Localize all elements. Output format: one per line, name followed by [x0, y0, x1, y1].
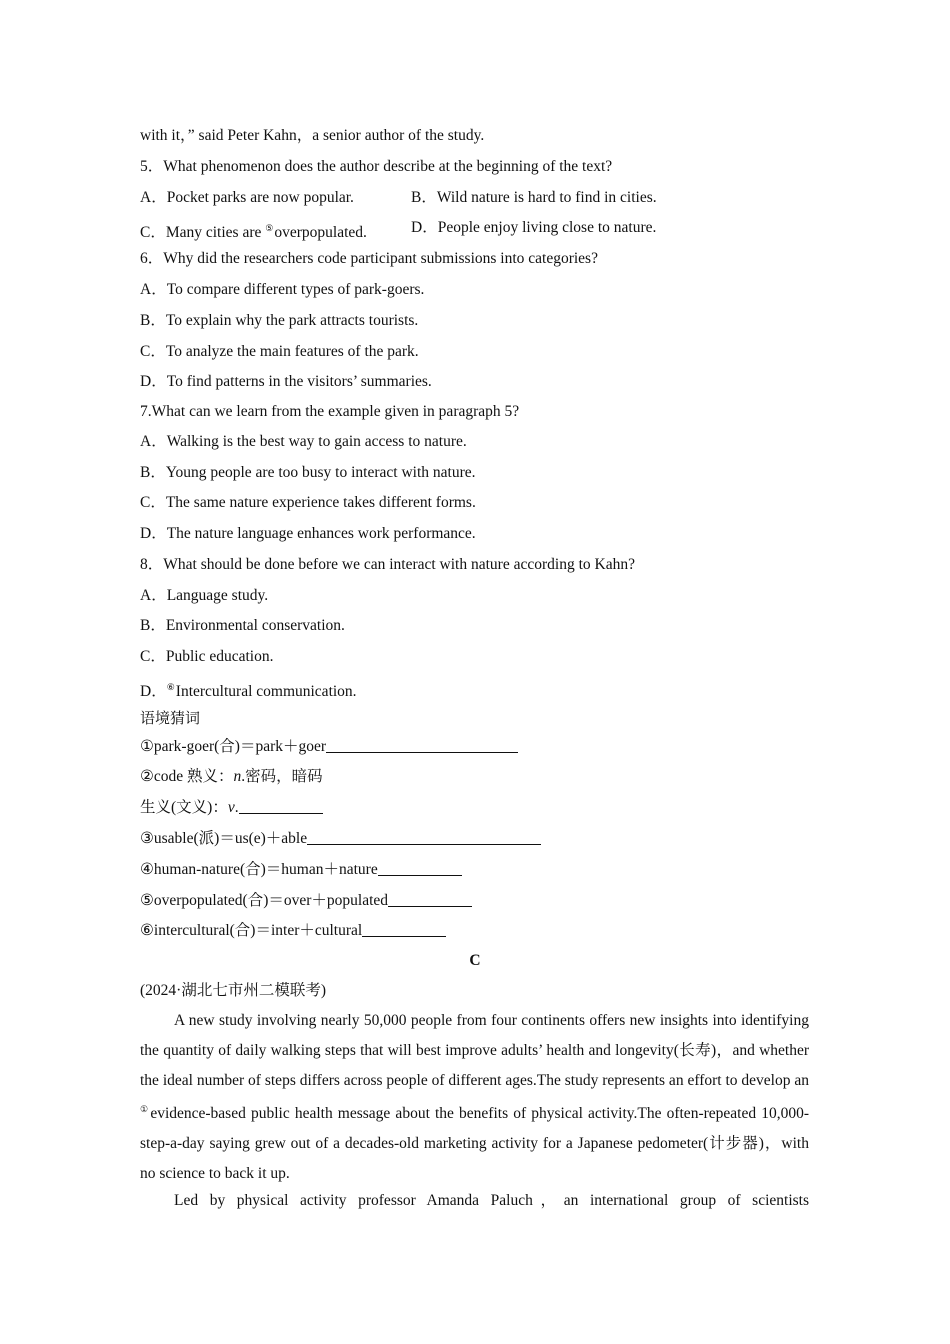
- question-5: 5．What phenomenon does the author describe at the beginning of the text?: [140, 158, 613, 175]
- vocab-item-3: [140, 829, 541, 849]
- vocab-text: .密码，暗码: [241, 768, 323, 785]
- option-7d: D．The nature language enhances work performance.: [140, 525, 476, 542]
- option-5c: [140, 218, 367, 243]
- option-8d: [140, 677, 357, 702]
- option-6c: C．To analyze the main features of the park.: [140, 343, 419, 360]
- question-7: 7.What can we learn from the example given in paragraph 5?: [140, 403, 520, 420]
- vocab-item-6: [140, 921, 446, 941]
- pos-noun: n: [233, 768, 242, 785]
- option-7b: B．Young people are too busy to interact with nature.: [140, 464, 476, 481]
- vocab-text: ④human-nature(合)＝human＋nature: [140, 861, 378, 878]
- vocab-text: 生义(文义)：: [140, 799, 228, 816]
- vocab-item-5: [140, 891, 472, 911]
- text-line: with it，” said Peter Kahn，a senior author of the study.: [140, 127, 485, 144]
- option-8d-label: D．: [140, 683, 167, 700]
- source-line: (2024·湖北七市州二模联考): [140, 982, 326, 999]
- annotation-mark: ⑥: [166, 682, 175, 692]
- option-5c-text: C．Many cities are: [140, 224, 266, 241]
- option-5a: A．Pocket parks are now popular.: [140, 189, 354, 206]
- answer-blank[interactable]: [388, 892, 472, 907]
- option-6b: B．To explain why the park attracts tourists.: [140, 312, 419, 329]
- option-8c: C．Public education.: [140, 648, 274, 665]
- option-6d: D．To find patterns in the visitors’ summaries.: [140, 373, 432, 390]
- option-7a: A．Walking is the best way to gain access to nature.: [140, 433, 467, 450]
- option-8b: B．Environmental conservation.: [140, 617, 345, 634]
- vocab-item-2: [140, 767, 323, 787]
- answer-blank[interactable]: [307, 830, 541, 845]
- pos-verb: v: [227, 799, 235, 816]
- vocab-text: ③usable(派)＝us(e)＋able: [140, 830, 308, 847]
- answer-blank[interactable]: [378, 861, 462, 876]
- vocab-text: .: [234, 799, 239, 816]
- answer-blank[interactable]: [326, 738, 518, 753]
- paragraph-text: A new study involving nearly 50,000 people from four continents offers new insights into identifying the quantity of daily walking steps that will best improve adults’ health and longevity(长寿)，and whether the ideal number of steps differs across people of different ages.The study represents an effort to develop an: [140, 1012, 809, 1089]
- annotation-mark: ⑤: [265, 223, 274, 233]
- vocab-text: ⑥intercultural(合)＝inter＋cultural: [140, 922, 363, 939]
- answer-blank[interactable]: [362, 922, 446, 937]
- paragraph-text: Led by physical activity professor Amanda Paluch，an international group of scientists: [174, 1192, 809, 1209]
- vocab-item-2b: [140, 798, 323, 818]
- option-5d: D．People enjoy living close to nature.: [411, 219, 657, 236]
- vocab-item-4: [140, 860, 462, 880]
- vocab-text: ⑤overpopulated(合)＝over＋populated: [140, 892, 389, 909]
- option-8d-text: Intercultural communication.: [175, 683, 357, 700]
- annotation-mark: ①: [140, 1104, 150, 1115]
- section-letter: C: [469, 952, 481, 969]
- question-8: 8．What should be done before we can interact with nature according to Kahn?: [140, 556, 635, 573]
- option-6a: A．To compare different types of park-goers.: [140, 281, 425, 298]
- paragraph-2: [140, 1186, 809, 1216]
- paragraph-text: evidence-based public health message about the benefits of physical activity.The often-repeated 10,000-step-a-day saying grew out of a decades-old marketing activity for a Japanese pedometer(计步器)，with no science to back it up.: [140, 1105, 809, 1182]
- vocab-item-1: [140, 737, 518, 757]
- vocab-text: ②code 熟义：: [140, 768, 234, 785]
- option-5c-word: overpopulated.: [274, 224, 367, 241]
- vocab-heading: 语境猜词: [140, 709, 201, 727]
- option-8a: A．Language study.: [140, 587, 269, 604]
- paragraph-1: [140, 1006, 809, 1189]
- option-5b: B．Wild nature is hard to find in cities.: [411, 189, 657, 206]
- vocab-text: ①park-goer(合)＝park＋goer: [140, 738, 327, 755]
- answer-blank[interactable]: [239, 799, 323, 814]
- option-7c: C．The same nature experience takes different forms.: [140, 494, 476, 511]
- question-6: 6．Why did the researchers code participant submissions into categories?: [140, 250, 598, 267]
